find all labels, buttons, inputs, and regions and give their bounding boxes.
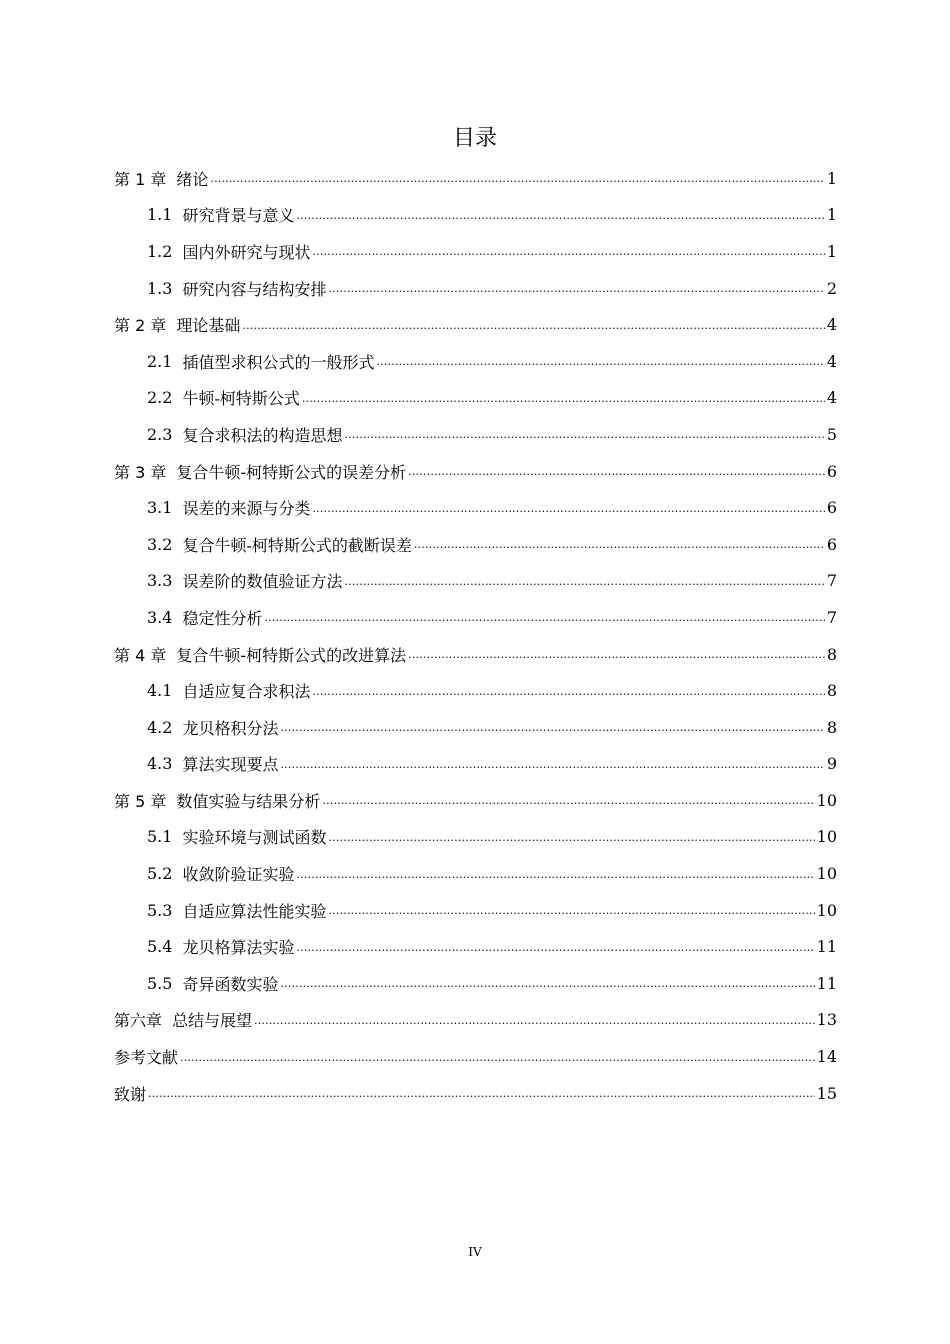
toc-dot-leader <box>312 682 824 700</box>
toc-section-entry[interactable] <box>114 380 837 417</box>
toc-dot-leader <box>242 316 824 334</box>
toc-entry-title: 插值型求积公式的一般形式 <box>182 352 375 372</box>
toc-section-entry[interactable] <box>114 416 837 453</box>
toc-section-entry[interactable] <box>114 892 837 929</box>
toc-entry-page: 6 <box>826 534 837 554</box>
toc-dot-leader <box>328 901 814 919</box>
toc-entry-page: 8 <box>826 644 837 664</box>
toc-dot-leader <box>408 462 825 480</box>
toc-entry-number: 第 1 章 <box>114 169 167 189</box>
toc-entry-title: 复合求积法的构造思想 <box>182 425 343 445</box>
toc-dot-leader <box>414 535 825 553</box>
toc-entry-number: 3.4 <box>147 607 173 627</box>
toc-entry-page: 14 <box>816 1047 837 1067</box>
toc-entry-page: 7 <box>826 607 837 627</box>
toc-entry-number: 3.1 <box>147 498 173 518</box>
toc-entry-title: 数值实验与结果分析 <box>176 791 321 811</box>
toc-entry-title: 龙贝格算法实验 <box>182 938 295 958</box>
toc-dot-leader <box>210 169 824 187</box>
toc-entry-title: 稳定性分析 <box>182 608 263 628</box>
toc-dot-leader <box>328 828 814 846</box>
toc-dot-leader <box>280 718 824 736</box>
toc-entry-title: 致谢 <box>114 1084 147 1104</box>
toc-entry-page: 1 <box>826 205 837 225</box>
toc-section-entry[interactable] <box>114 746 837 783</box>
toc-entry-page: 9 <box>826 754 837 774</box>
toc-entry-page: 10 <box>816 900 837 920</box>
toc-section-entry[interactable] <box>114 855 837 892</box>
toc-entry-title: 绪论 <box>176 169 209 189</box>
toc-entry-number: 3.3 <box>147 571 173 591</box>
toc-entry-title: 自适应复合求积法 <box>182 682 311 702</box>
toc-entry-page: 7 <box>826 571 837 591</box>
toc-dot-leader <box>264 608 824 626</box>
toc-dot-leader <box>408 645 825 663</box>
toc-entry-title: 复合牛顿-柯特斯公式的截断误差 <box>182 535 412 555</box>
toc-entry-page: 4 <box>826 315 837 335</box>
toc-entry-number: 2.3 <box>147 424 173 444</box>
toc-entry-title: 理论基础 <box>176 316 241 336</box>
toc-dot-leader <box>322 791 814 809</box>
toc-entry-number: 第 5 章 <box>114 791 167 811</box>
toc-entry-page: 10 <box>816 790 837 810</box>
toc-entry-page: 13 <box>816 1010 837 1030</box>
toc-entry-title: 奇异函数实验 <box>182 974 279 994</box>
toc-entry-number: 5.4 <box>147 937 173 957</box>
toc-entry-title: 参考文献 <box>114 1048 179 1068</box>
toc-section-entry[interactable] <box>114 563 837 600</box>
toc-chapter-entry[interactable] <box>114 1038 837 1075</box>
toc-entry-number: 1.2 <box>147 241 173 261</box>
toc-entry-number: 第 3 章 <box>114 462 167 482</box>
toc-section-entry[interactable] <box>114 672 837 709</box>
toc-entry-number: 4.3 <box>147 754 173 774</box>
toc-entry-number: 3.2 <box>147 534 173 554</box>
toc-dot-leader <box>344 425 824 443</box>
toc-entry-title: 复合牛顿-柯特斯公式的改进算法 <box>176 645 407 665</box>
toc-entry-page: 1 <box>826 168 837 188</box>
toc-chapter-entry[interactable] <box>114 306 837 343</box>
toc-dot-leader <box>302 389 825 407</box>
toc-section-entry[interactable] <box>114 819 837 856</box>
toc-entry-title: 算法实现要点 <box>182 755 279 775</box>
toc-entry-number: 2.2 <box>147 388 173 408</box>
toc-entry-title: 收敛阶验证实验 <box>182 865 295 885</box>
toc-entry-title: 龙贝格积分法 <box>182 718 279 738</box>
toc-entry-page: 4 <box>826 351 837 371</box>
toc-entry-title: 牛顿-柯特斯公式 <box>182 389 300 409</box>
toc-dot-leader <box>180 1048 815 1066</box>
toc-entry-page: 8 <box>826 717 837 737</box>
toc-entry-title: 自适应算法性能实验 <box>182 901 327 921</box>
toc-dot-leader <box>312 242 824 260</box>
toc-chapter-entry[interactable] <box>114 1002 837 1039</box>
toc-section-entry[interactable] <box>114 270 837 307</box>
toc-entry-page: 4 <box>826 388 837 408</box>
toc-dot-leader <box>328 279 824 297</box>
toc-chapter-entry[interactable] <box>114 160 837 197</box>
toc-section-entry[interactable] <box>114 965 837 1002</box>
toc-entry-page: 6 <box>826 498 837 518</box>
toc-section-entry[interactable] <box>114 489 837 526</box>
toc-entry-title: 总结与展望 <box>172 1011 253 1031</box>
toc-chapter-entry[interactable] <box>114 1075 837 1112</box>
toc-dot-leader <box>344 572 824 590</box>
toc-entry-page: 2 <box>826 278 837 298</box>
toc-entry-number: 5.3 <box>147 900 173 920</box>
toc-dot-leader <box>296 938 814 956</box>
toc-entry-page: 1 <box>826 241 837 261</box>
table-of-contents <box>114 160 837 1111</box>
toc-dot-leader <box>376 352 824 370</box>
toc-entry-page: 6 <box>826 461 837 481</box>
toc-dot-leader <box>280 974 814 992</box>
toc-entry-number: 5.2 <box>147 864 173 884</box>
toc-entry-number: 5.1 <box>147 827 173 847</box>
toc-entry-number: 1.1 <box>147 205 173 225</box>
toc-dot-leader <box>280 755 824 773</box>
toc-entry-page: 11 <box>816 973 837 993</box>
toc-dot-leader <box>312 499 824 517</box>
toc-dot-leader <box>296 865 814 883</box>
toc-section-entry[interactable] <box>114 343 837 380</box>
toc-dot-leader <box>296 206 824 224</box>
toc-entry-title: 国内外研究与现状 <box>182 242 311 262</box>
toc-entry-title: 误差的来源与分类 <box>182 499 311 519</box>
toc-entry-title: 实验环境与测试函数 <box>182 828 327 848</box>
toc-entry-number: 4.1 <box>147 681 173 701</box>
toc-title: 目录 <box>452 126 497 151</box>
toc-entry-page: 15 <box>816 1083 837 1103</box>
toc-entry-title: 误差阶的数值验证方法 <box>182 572 343 592</box>
toc-entry-number: 1.3 <box>147 278 173 298</box>
toc-entry-number: 2.1 <box>147 351 173 371</box>
toc-entry-page: 8 <box>826 681 837 701</box>
toc-entry-number: 第 2 章 <box>114 316 167 336</box>
toc-entry-title: 研究内容与结构安排 <box>182 279 327 299</box>
toc-dot-leader <box>254 1011 815 1029</box>
toc-section-entry[interactable] <box>114 709 837 746</box>
toc-entry-page: 11 <box>816 937 837 957</box>
toc-chapter-entry[interactable] <box>114 782 837 819</box>
toc-entry-page: 10 <box>816 827 837 847</box>
toc-section-entry[interactable] <box>114 526 837 563</box>
toc-entry-number: 第六章 <box>114 1011 163 1031</box>
toc-chapter-entry[interactable] <box>114 636 837 673</box>
toc-section-entry[interactable] <box>114 928 837 965</box>
toc-chapter-entry[interactable] <box>114 453 837 490</box>
toc-entry-number: 第 4 章 <box>114 645 167 665</box>
toc-section-entry[interactable] <box>114 233 837 270</box>
toc-entry-page: 5 <box>826 424 837 444</box>
toc-section-entry[interactable] <box>114 197 837 234</box>
toc-section-entry[interactable] <box>114 599 837 636</box>
toc-entry-title: 复合牛顿-柯特斯公式的误差分析 <box>176 462 407 482</box>
toc-dot-leader <box>148 1084 815 1102</box>
toc-entry-number: 4.2 <box>147 717 173 737</box>
toc-entry-title: 研究背景与意义 <box>182 206 295 226</box>
page-number-footer: IV <box>468 1245 482 1259</box>
toc-entry-page: 10 <box>816 864 837 884</box>
toc-entry-number: 5.5 <box>147 973 173 993</box>
